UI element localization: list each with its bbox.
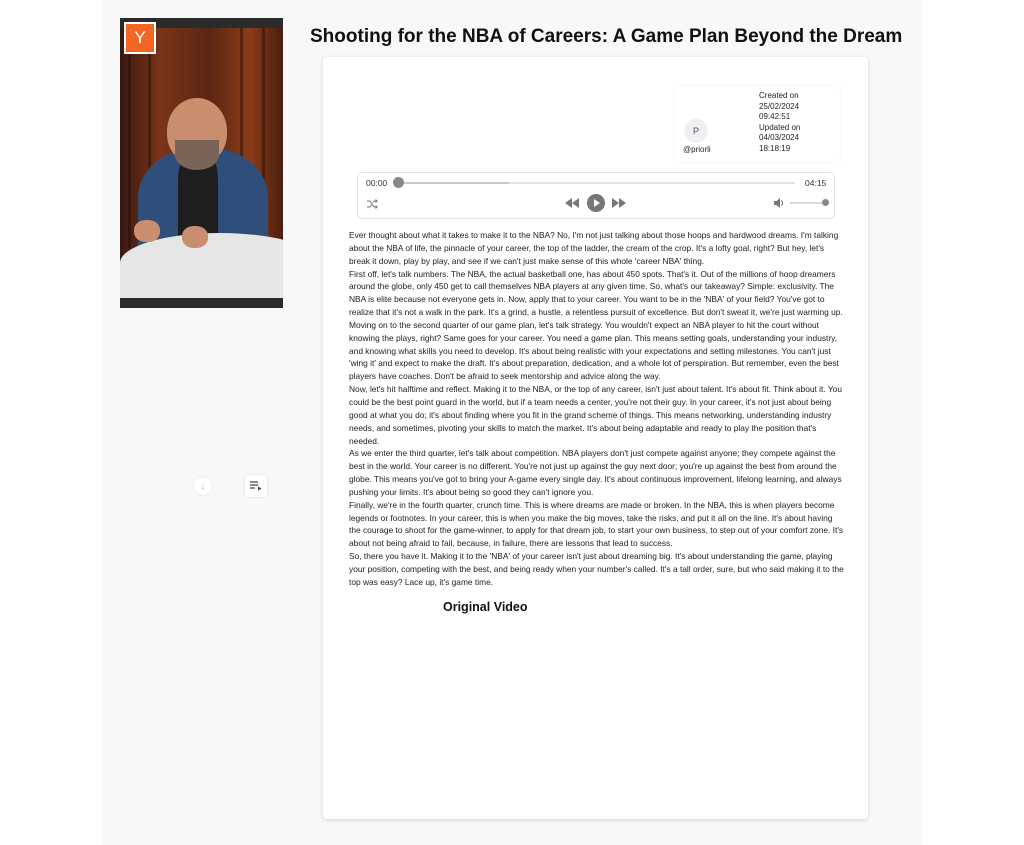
created-label: Created on [759,91,799,100]
seek-buffer [399,182,509,184]
author-handle[interactable]: @priorli [683,145,711,154]
created-date: 25/02/2024 [759,101,800,111]
play-icon[interactable] [587,194,605,212]
transcript-paragraph: First off, let's talk numbers. The NBA, the actual basketball one, has about 450 spots. That's it. Out of the millions of hoop dreamers around the globe, only 450 get to call themselves NBA players at any given time. So, what's our takeaway? Simple: exclusivity. The NBA is elite because not everyone gets in. Now, apply that to your career. You want to be in the 'NBA' of your field? You've got to realize that it's not a walk in the park. It's a grind, a hustle, a relentless pursuit of excellence. But don't sweat it, we're just warming up. [349,268,843,318]
transcript-paragraph: So, there you have it. Making it to the 'NBA' of your career isn't just about dreaming big. It's about understanding the game, playing your position, competing with the best, and being ready when your number's called. It's a tall order, sure, but who said making it to the top was easy? Lace up, it's game time. [349,551,844,587]
updated-time: 18:18:19 [759,143,791,153]
volume-icon[interactable] [773,197,785,211]
video-frame [120,28,283,308]
updated-date: 04/03/2024 [759,133,800,143]
transcript-paragraph: Now, let's hit halftime and reflect. Making it to the NBA, or the top of any career, isn't just about talent. It's about fit. Think about it. You could be the best point guard in the world, but if a team needs a center, you're not their guy. In your career, it's not just about being good at what you do; it's about finding where you fit in the grand scheme of things. This means networking, understanding industry needs, and sometimes, pivoting your skills to match the market. It's about being adaptable and ready to play the position that's needed. [349,384,842,446]
timestamps [759,91,800,155]
scroll-down-button[interactable] [194,477,212,495]
transcript-paragraph: As we enter the third quarter, let's talk about competition. NBA players don't just compete against anyone; they compete against the best in the world. Your career is no different. You're not just up against the guy next door; you're up against the best from around the globe. This means you've got to bring your A-game every single day. It's about continuous improvement, lifelong learning, and always pushing your limits. It's about being so good they can't ignore you. [349,448,842,497]
rewind-icon[interactable] [565,198,579,210]
playlist-button[interactable] [245,475,267,497]
avatar[interactable]: P [684,119,708,143]
speaker-hand [182,226,208,248]
volume-handle[interactable] [822,199,829,206]
shuffle-icon[interactable] [366,198,378,212]
transcript-paragraph: Finally, we're in the fourth quarter, crunch time. This is where dreams are made or broken. In the NBA, this is when players become legends or footnotes. In your career, this is when you make the big moves, take the risks, and put it all on the line. It's about having the courage to shoot for the game-winner, to apply for that dream job, to start your own business, to step out of your comfort zone. It's about not being afraid to fail, because, in failure, there are lessons that lead to success. [349,499,844,549]
created-time: 09:42:51 [759,112,791,122]
fast-forward-icon[interactable] [612,198,626,210]
original-video-caption: Original Video [443,600,528,614]
page-title: Shooting for the NBA of Careers: A Game Plan Beyond the Dream [310,26,903,47]
wall-panel-line [128,28,131,248]
current-time: 00:00 [366,178,388,188]
transcript-paragraph: Ever thought about what it takes to make it to the NBA? No, I'm not just talking about those hoops and hardwood dreams. I'm talking about the NBA of life, the pinnacle of your career, the top of the ladder, the cream of the crop. It's a lofty goal, right? But hey, let's break it down, play by play, and see if we can't just make sense of this whole 'career NBA' thing. [349,230,839,266]
updated-label: Updated on [759,122,801,132]
yc-logo: Y [124,22,156,54]
video-bottom-bar [120,298,283,308]
playlist-icon [250,481,262,491]
seek-handle[interactable] [393,177,404,188]
video-player[interactable] [120,18,283,308]
arrow-down-icon: ↓ [200,481,206,491]
volume-track[interactable] [790,202,826,204]
speaker-hand [134,220,160,242]
transcript-paragraph: Moving on to the second quarter of our game plan, let's talk strategy. You wouldn't expect an NBA player to hit the court without knowing the plays, right? Same goes for your career. You need a game plan. This means setting goals, understanding your industry, and knowing what skills you need to develop. It's about being realistic with your expectations and setting milestones. You can't just 'wing it' and expect to make the draft. It's about preparation, dedication, and a whole lot of perspiration. But remember, even the best players have coaches. Don't be afraid to seek mentorship and advice along the way. [349,319,839,382]
total-time: 04:15 [805,178,827,188]
transcript [349,229,845,589]
speaker-beard [175,140,219,170]
